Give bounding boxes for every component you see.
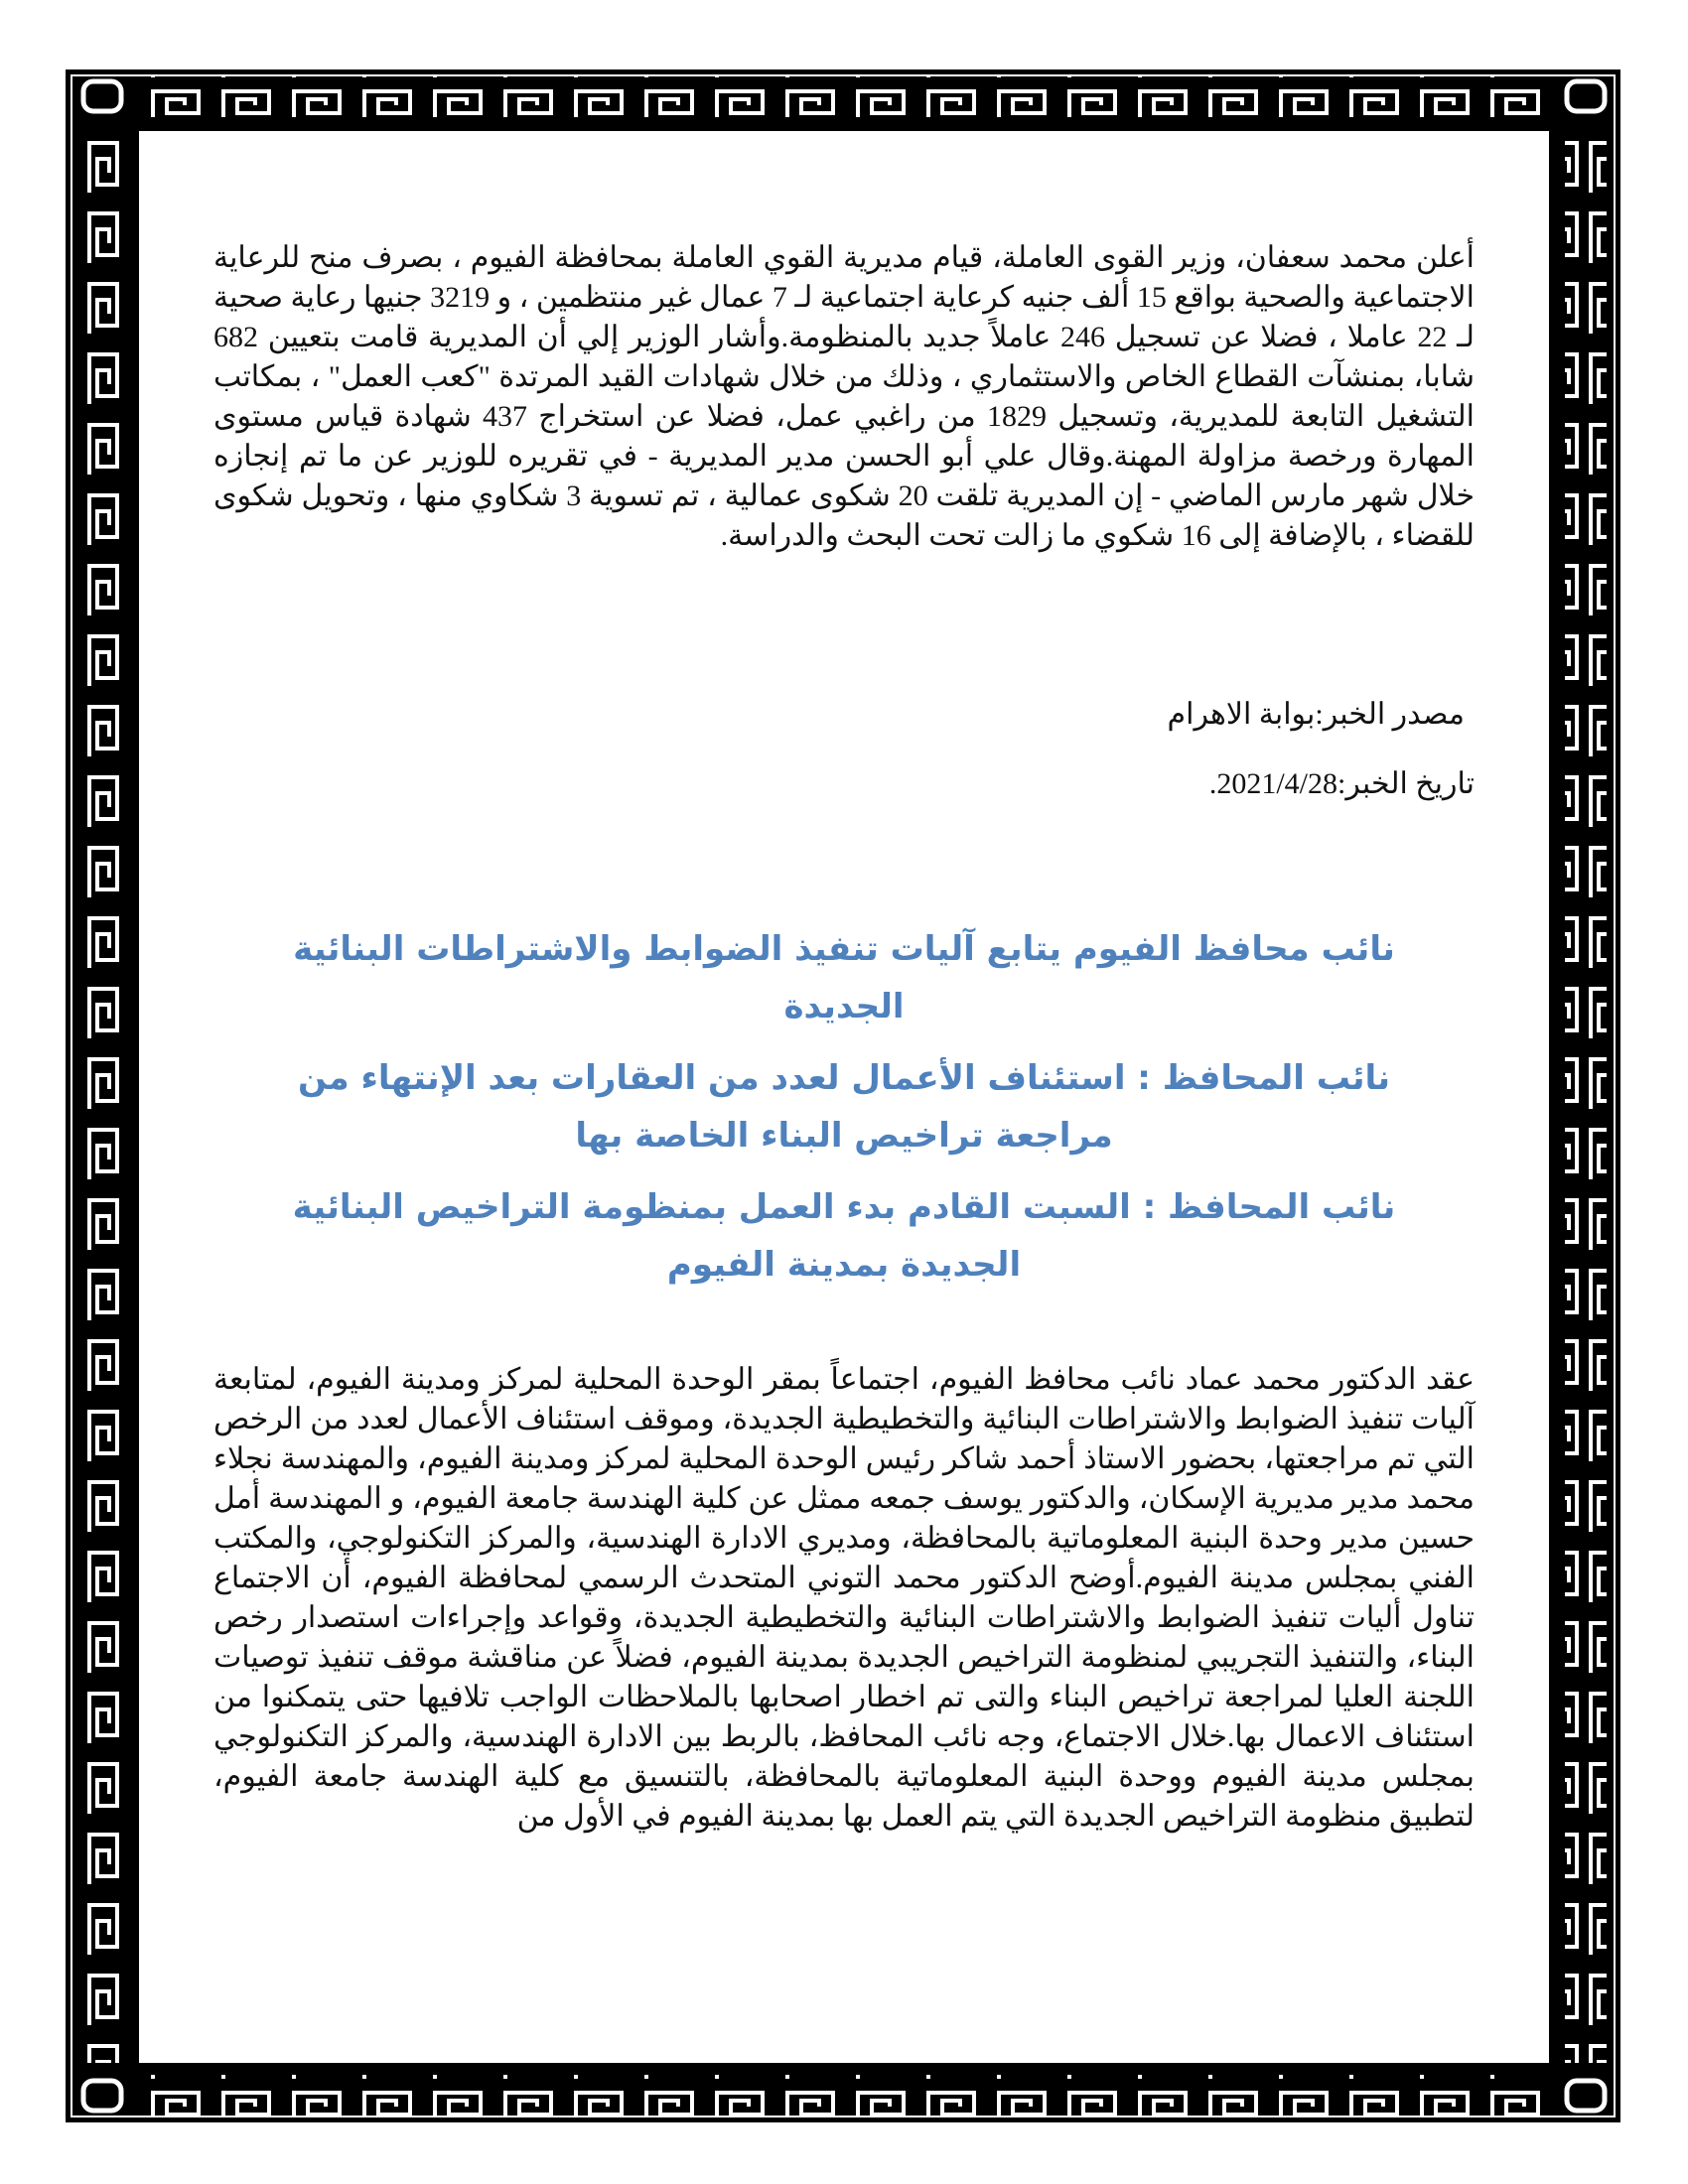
news-source: مصدر الخبر:بوابة الاهرام: [1167, 698, 1465, 731]
article-1-meta: [213, 695, 1475, 804]
headline-3: نائب المحافظ : السبت القادم بدء العمل بمنظومة التراخيص البنائية الجديدة بمدينة الفيوم: [292, 1187, 1396, 1285]
article-2-headlines: [248, 920, 1440, 1294]
headline-2: نائب المحافظ : استئناف الأعمال لعدد من العقارات بعد الإنتهاء من مراجعة تراخيص البناء الخاصة بها: [297, 1058, 1391, 1156]
headline-1: نائب محافظ الفيوم يتابع آليات تنفيذ الضوابط والاشتراطات البنائية الجديدة: [293, 929, 1395, 1026]
article-1-body: أعلن محمد سعفان، وزير القوى العاملة، قيام مديرية القوي العاملة بمحافظة الفيوم ، بصرف منح للرعاية الاجتماعية والصحية بواقع 15 ألف جنيه كرعاية اجتماعية لـ 7 عمال غير منتظمين ، و 3219 جنيها رعاية صحية لـ 22 عاملا ، فضلا عن تسجيل 246 عاملاً جديد بالمنظومة.وأشار الوزير إلي أن المديرية قامت بتعيين 682 شابا، بمنشآت القطاع الخاص والاستثماري ، وذلك من خلال شهادات القيد المرتدة "كعب العمل" ، بمكاتب التشغيل التابعة للمديرية، وتسجيل 1829 من راغبي عمل، فضلا عن استخراج 437 شهادة قياس مستوى المهارة ورخصة مزاولة المهنة.وقال علي أبو الحسن مدير المديرية - في تقريره للوزير عن ما تم إنجازه خلال شهر مارس الماضي - إن المديرية تلقت 20 شكوى عمالية ، تم تسوية 3 شكاوي منها ، وتحويل شكوى للقضاء ، بالإضافة إلى 16 شكوي ما زالت تحت البحث والدراسة.: [213, 241, 1476, 552]
news-date: تاريخ الخبر:2021/4/28.: [1208, 767, 1475, 800]
article-2-body: عقد الدكتور محمد عماد نائب محافظ الفيوم، اجتماعاً بمقر الوحدة المحلية لمركز ومدينة الفيوم، لمتابعة آليات تنفيذ الضوابط والاشتراطات البنائية والتخطيطية الجديدة، وموقف استئناف الأعمال لعدد من الرخص التي تم مراجعتها، بحضور الاستاذ أحمد شاكر رئيس الوحدة المحلية لمركز ومدينة الفيوم، والمهندسة نجلاء محمد مدير مديرية الإسكان، والدكتور يوسف جمعه ممثل عن كلية الهندسة جامعة الفيوم، و المهندسة أمل حسين مدير وحدة البنية المعلوماتية بالمحافظة، ومديري الادارة الهندسية، والمركز التكنولوجي، والمكتب الفني بمجلس مدينة الفيوم.أوضح الدكتور محمد التوني المتحدث الرسمي لمحافظة الفيوم، أن الاجتماع تناول أليات تنفيذ الضوابط والاشتراطات البنائية والتخطيطية الجديدة، وقواعد وإجراءات استصدار رخص البناء، والتنفيذ التجريبي لمنظومة التراخيص الجديدة بمدينة الفيوم، فضلاً عن مناقشة موقف تنفيذ توصيات اللجنة العليا لمراجعة تراخيص البناء والتى تم اخطار اصحابها بالملاحظات الواجب تلافيها حتى يتمكنوا من استئناف الاعمال بها.خلال الاجتماع، وجه نائب المحافظ، بالربط بين الادارة الهندسية، والمركز التكنولوجي بمجلس مدينة الفيوم ووحدة البنية المعلوماتية بالمحافظة، بالتنسيق مع كلية الهندسة جامعة الفيوم، لتطبيق منظومة التراخيص الجديدة التي يتم العمل بها بمدينة الفيوم في الأول من: [213, 1363, 1475, 1833]
article-1: [213, 238, 1475, 556]
article-2: [213, 1360, 1475, 1837]
